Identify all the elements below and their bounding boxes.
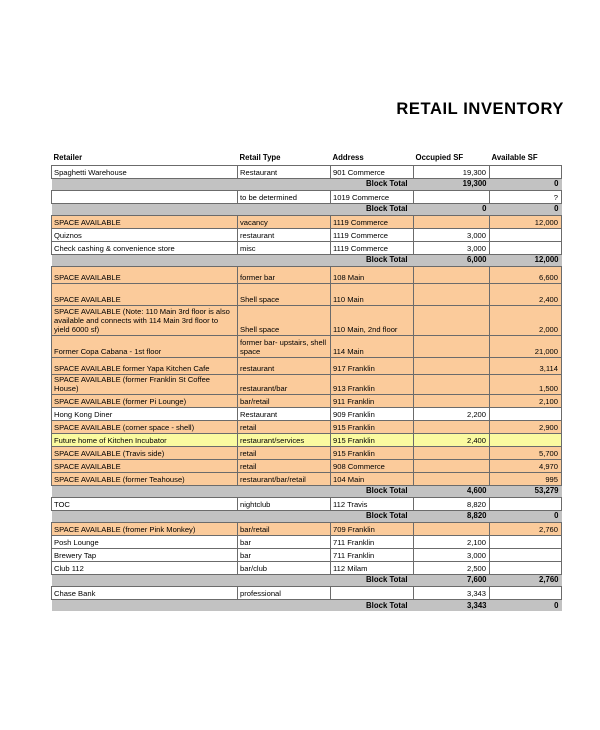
cell-address[interactable]: 913 Franklin (331, 374, 414, 394)
cell-retailer[interactable]: Former Copa Cabana - 1st floor (52, 335, 238, 357)
table-row[interactable] (52, 190, 562, 203)
cell-available-sf[interactable]: 6,600 (490, 266, 562, 283)
cell-address[interactable]: 909 Franklin (331, 407, 414, 420)
cell-retail-type[interactable]: bar (238, 535, 331, 548)
cell-occupied-sf[interactable]: 2,500 (414, 561, 490, 574)
block-total-label: Block Total (52, 178, 414, 190)
cell-retail-type[interactable]: bar/retail (238, 394, 331, 407)
cell-address[interactable]: 104 Main (331, 472, 414, 485)
cell-occupied-sf[interactable]: 19,300 (414, 165, 490, 178)
cell-available-sf[interactable]: ? (490, 190, 562, 203)
cell-available-sf[interactable]: 21,000 (490, 335, 562, 357)
cell-occupied-sf[interactable] (414, 283, 490, 305)
cell-available-sf[interactable] (490, 535, 562, 548)
cell-address[interactable]: 1119 Commerce (331, 215, 414, 228)
cell-occupied-sf[interactable]: 8,820 (414, 497, 490, 510)
cell-occupied-sf[interactable]: 2,100 (414, 535, 490, 548)
cell-address[interactable]: 112 Travis (331, 497, 414, 510)
cell-available-sf[interactable]: 2,000 (490, 305, 562, 335)
retail-inventory-table (51, 152, 562, 611)
cell-retail-type[interactable]: restaurant/bar (238, 374, 331, 394)
cell-available-sf[interactable] (490, 241, 562, 254)
table-row[interactable] (52, 548, 562, 561)
table-row[interactable] (52, 394, 562, 407)
block-total-label: Block Total (52, 203, 414, 215)
cell-address[interactable]: 1119 Commerce (331, 241, 414, 254)
block-total-occupied: 4,600 (414, 485, 490, 497)
cell-available-sf[interactable] (490, 497, 562, 510)
block-total-available: 12,000 (490, 254, 562, 266)
block-total-available: 2,760 (490, 574, 562, 586)
cell-retailer[interactable]: Hong Kong Diner (52, 407, 238, 420)
cell-retail-type[interactable]: former bar- upstairs, shell space (238, 335, 331, 357)
column-header-3: Address (332, 153, 364, 162)
cell-address[interactable]: 112 Milam (331, 561, 414, 574)
cell-address[interactable]: 711 Franklin (331, 535, 414, 548)
cell-retailer[interactable]: Club 112 (52, 561, 238, 574)
table-row[interactable] (52, 335, 562, 357)
cell-retail-type[interactable]: misc (238, 241, 331, 254)
block-total-row (52, 485, 562, 497)
table-row[interactable] (52, 459, 562, 472)
cell-available-sf[interactable]: 995 (490, 472, 562, 485)
cell-occupied-sf[interactable]: 3,000 (414, 241, 490, 254)
cell-retail-type[interactable]: retail (238, 420, 331, 433)
block-total-occupied: 7,600 (414, 574, 490, 586)
block-total-available: 0 (490, 203, 562, 215)
block-total-available: 0 (490, 510, 562, 522)
cell-available-sf[interactable]: 3,114 (490, 357, 562, 374)
cell-occupied-sf[interactable] (414, 374, 490, 394)
block-total-label: Block Total (52, 254, 414, 266)
cell-occupied-sf[interactable] (414, 305, 490, 335)
page-title: RETAIL INVENTORY (396, 100, 564, 118)
cell-address[interactable]: 901 Commerce (331, 165, 414, 178)
column-header-2: Retail Type (239, 153, 281, 162)
cell-retailer[interactable]: SPACE AVAILABLE (former Pi Lounge) (52, 394, 238, 407)
cell-retailer[interactable]: SPACE AVAILABLE (former Franklin St Coffee House) (52, 374, 238, 394)
table-row[interactable] (52, 535, 562, 548)
cell-retailer[interactable]: Future home of Kitchen Incubator (52, 433, 238, 446)
block-total-occupied: 6,000 (414, 254, 490, 266)
table-row[interactable] (52, 407, 562, 420)
block-total-label: Block Total (52, 599, 414, 611)
cell-occupied-sf[interactable] (414, 335, 490, 357)
cell-available-sf[interactable] (490, 407, 562, 420)
cell-retailer[interactable]: Brewery Tap (52, 548, 238, 561)
cell-occupied-sf[interactable]: 3,000 (414, 548, 490, 561)
block-total-occupied: 8,820 (414, 510, 490, 522)
retail-inventory-table-wrapper (51, 152, 561, 611)
block-total-row (52, 510, 562, 522)
table-row[interactable] (52, 305, 562, 335)
cell-occupied-sf[interactable] (414, 357, 490, 374)
cell-address[interactable]: 709 Franklin (331, 522, 414, 535)
cell-retail-type[interactable]: bar (238, 548, 331, 561)
table-row[interactable] (52, 215, 562, 228)
cell-address[interactable]: 915 Franklin (331, 433, 414, 446)
cell-retailer[interactable]: SPACE AVAILABLE (fromer Pink Monkey) (52, 522, 238, 535)
cell-occupied-sf[interactable] (414, 472, 490, 485)
cell-occupied-sf[interactable] (414, 446, 490, 459)
block-total-occupied: 19,300 (414, 178, 490, 190)
cell-address[interactable]: 108 Main (331, 266, 414, 283)
cell-occupied-sf[interactable] (414, 459, 490, 472)
block-total-row (52, 178, 562, 190)
column-header-5: Available SF (491, 153, 538, 162)
cell-available-sf[interactable]: 1,500 (490, 374, 562, 394)
cell-address[interactable]: 711 Franklin (331, 548, 414, 561)
cell-available-sf[interactable] (490, 433, 562, 446)
cell-retail-type[interactable]: Restaurant (238, 165, 331, 178)
cell-occupied-sf[interactable] (414, 215, 490, 228)
cell-available-sf[interactable]: 2,760 (490, 522, 562, 535)
cell-occupied-sf[interactable] (414, 266, 490, 283)
cell-address[interactable]: 911 Franklin (331, 394, 414, 407)
cell-retail-type[interactable]: former bar (238, 266, 331, 283)
cell-retail-type[interactable]: to be determined (238, 190, 331, 203)
table-body (52, 152, 562, 611)
cell-retail-type[interactable]: restaurant/bar/retail (238, 472, 331, 485)
cell-occupied-sf[interactable] (414, 522, 490, 535)
cell-retail-type[interactable]: restaurant/services (238, 433, 331, 446)
table-row[interactable] (52, 241, 562, 254)
cell-address[interactable]: 110 Main (331, 283, 414, 305)
column-header-4: Occupied SF (415, 153, 464, 162)
cell-address[interactable]: 110 Main, 2nd floor (331, 305, 414, 335)
cell-address[interactable]: 915 Franklin (331, 420, 414, 433)
table-row[interactable] (52, 522, 562, 535)
cell-available-sf[interactable]: 2,400 (490, 283, 562, 305)
table-row[interactable] (52, 420, 562, 433)
block-total-occupied: 3,343 (414, 599, 490, 611)
cell-retailer[interactable]: Quiznos (52, 228, 238, 241)
table-row[interactable] (52, 357, 562, 374)
cell-retailer[interactable]: SPACE AVAILABLE (52, 283, 238, 305)
cell-retailer[interactable]: SPACE AVAILABLE (52, 215, 238, 228)
cell-retailer[interactable] (52, 190, 238, 203)
block-total-label: Block Total (52, 485, 414, 497)
cell-retailer[interactable]: Check cashing & convenience store (52, 241, 238, 254)
cell-occupied-sf[interactable] (414, 420, 490, 433)
block-total-available: 53,279 (490, 485, 562, 497)
block-total-available: 0 (490, 599, 562, 611)
cell-retail-type[interactable]: Restaurant (238, 407, 331, 420)
cell-retailer[interactable]: SPACE AVAILABLE (former Teahouse) (52, 472, 238, 485)
table-row[interactable] (52, 374, 562, 394)
block-total-row (52, 599, 562, 611)
block-total-row (52, 203, 562, 215)
cell-address[interactable]: 917 Franklin (331, 357, 414, 374)
cell-retailer[interactable]: Posh Lounge (52, 535, 238, 548)
cell-occupied-sf[interactable]: 2,400 (414, 433, 490, 446)
cell-address[interactable]: 1019 Commerce (331, 190, 414, 203)
cell-available-sf[interactable]: 12,000 (490, 215, 562, 228)
cell-available-sf[interactable] (490, 561, 562, 574)
cell-retailer[interactable]: SPACE AVAILABLE (52, 266, 238, 283)
cell-retail-type[interactable]: Shell space (238, 305, 331, 335)
cell-occupied-sf[interactable]: 3,000 (414, 228, 490, 241)
block-total-row (52, 254, 562, 266)
cell-available-sf[interactable] (490, 165, 562, 178)
table-row[interactable] (52, 446, 562, 459)
cell-available-sf[interactable] (490, 228, 562, 241)
cell-occupied-sf[interactable] (414, 190, 490, 203)
cell-retailer[interactable]: SPACE AVAILABLE (corner space - shell) (52, 420, 238, 433)
cell-available-sf[interactable] (490, 586, 562, 599)
cell-address[interactable]: 908 Commerce (331, 459, 414, 472)
table-row[interactable] (52, 497, 562, 510)
cell-retail-type[interactable]: restaurant (238, 228, 331, 241)
cell-retail-type[interactable]: retail (238, 459, 331, 472)
cell-retailer[interactable]: SPACE AVAILABLE (Travis side) (52, 446, 238, 459)
table-row[interactable] (52, 266, 562, 283)
cell-occupied-sf[interactable] (414, 394, 490, 407)
cell-occupied-sf[interactable]: 2,200 (414, 407, 490, 420)
cell-retailer[interactable]: TOC (52, 497, 238, 510)
cell-address[interactable]: 1119 Commerce (331, 228, 414, 241)
cell-retailer[interactable]: SPACE AVAILABLE (Note: 110 Main 3rd floor is also available and connects with 114 Main 3rd floor to yield 6000 sf) (52, 305, 238, 335)
table-row[interactable] (52, 283, 562, 305)
cell-available-sf[interactable]: 5,700 (490, 446, 562, 459)
cell-retail-type[interactable]: Shell space (238, 283, 331, 305)
cell-retailer[interactable]: SPACE AVAILABLE former Yapa Kitchen Cafe (52, 357, 238, 374)
block-total-row (52, 574, 562, 586)
cell-occupied-sf[interactable]: 3,343 (414, 586, 490, 599)
cell-retail-type[interactable]: retail (238, 446, 331, 459)
block-total-label: Block Total (52, 574, 414, 586)
cell-retail-type[interactable]: bar/retail (238, 522, 331, 535)
cell-retailer[interactable]: Spaghetti Warehouse (52, 165, 238, 178)
cell-retail-type[interactable]: bar/club (238, 561, 331, 574)
column-header-1: Retailer (53, 153, 83, 162)
block-total-available: 0 (490, 178, 562, 190)
cell-address[interactable]: 915 Franklin (331, 446, 414, 459)
cell-available-sf[interactable]: 2,100 (490, 394, 562, 407)
cell-retail-type[interactable]: restaurant (238, 357, 331, 374)
table-row[interactable] (52, 165, 562, 178)
cell-retailer[interactable]: Chase Bank (52, 586, 238, 599)
cell-available-sf[interactable] (490, 548, 562, 561)
table-row[interactable] (52, 472, 562, 485)
table-row[interactable] (52, 586, 562, 599)
cell-address[interactable]: 114 Main (331, 335, 414, 357)
table-header-row (52, 152, 562, 165)
block-total-occupied: 0 (414, 203, 490, 215)
table-row[interactable] (52, 561, 562, 574)
cell-retail-type[interactable]: professional (238, 586, 331, 599)
cell-retail-type[interactable]: nightclub (238, 497, 331, 510)
cell-address[interactable] (331, 586, 414, 599)
block-total-label: Block Total (52, 510, 414, 522)
cell-available-sf[interactable]: 4,970 (490, 459, 562, 472)
table-row[interactable] (52, 433, 562, 446)
cell-available-sf[interactable]: 2,900 (490, 420, 562, 433)
table-row[interactable] (52, 228, 562, 241)
cell-retailer[interactable]: SPACE AVAILABLE (52, 459, 238, 472)
cell-retail-type[interactable]: vacancy (238, 215, 331, 228)
